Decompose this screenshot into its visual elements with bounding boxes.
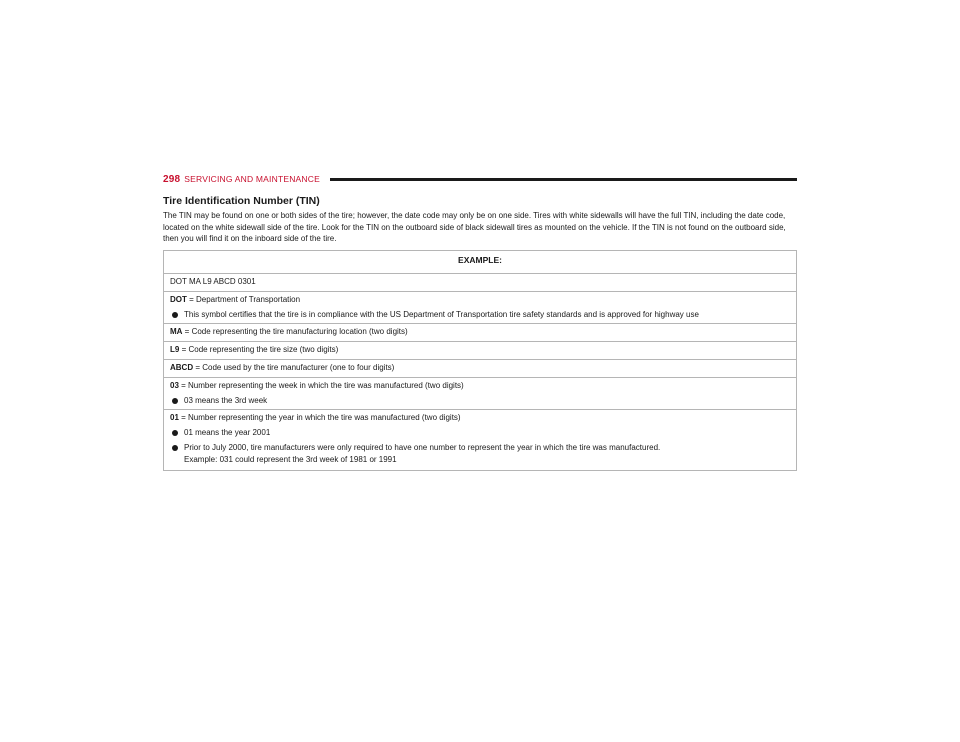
term-definition: = Code representing the tire size (two digits) xyxy=(179,345,339,354)
tin-example-table xyxy=(163,250,797,471)
term-label: 01 xyxy=(170,413,179,422)
page-header xyxy=(163,172,797,186)
bullet-icon xyxy=(172,445,178,451)
table-row xyxy=(164,410,797,471)
term-definition: = Code representing the tire manufacturing location (two digits) xyxy=(182,327,408,336)
term-label: 03 xyxy=(170,381,179,390)
table-row xyxy=(164,274,797,292)
week-cell xyxy=(164,378,797,410)
abcd-cell xyxy=(164,360,797,378)
term-definition: = Code used by the tire manufacturer (one to four digits) xyxy=(193,363,395,372)
list-item: This symbol certifies that the tire is in compliance with the US Department of Transportation tire safety standards and is approved for highway use xyxy=(170,309,790,321)
list-item: 01 means the year 2001 xyxy=(170,427,790,439)
term-label: ABCD xyxy=(170,363,194,372)
ma-cell xyxy=(164,324,797,342)
list-item: 03 means the 3rd week xyxy=(170,395,790,407)
bullet-icon xyxy=(172,312,178,318)
example-code: DOT MA L9 ABCD 0301 xyxy=(164,274,797,292)
term-label: MA xyxy=(170,327,183,336)
list-item: Prior to July 2000, tire manufacturers were only required to have one number to represent the year in which the tire was manufactured. Example: 031 could represent the 3rd week of 1981 or 1991 xyxy=(170,442,790,466)
term-label: DOT xyxy=(170,295,187,304)
bullet-icon xyxy=(172,398,178,404)
example-note: Example: 031 could represent the 3rd week of 1981 or 1991 xyxy=(184,455,397,464)
table-header: EXAMPLE: xyxy=(164,251,797,274)
bullet-icon xyxy=(172,430,178,436)
term-definition: = Department of Transportation xyxy=(186,295,301,304)
table-row xyxy=(164,378,797,410)
table-row xyxy=(164,292,797,324)
table-row xyxy=(164,324,797,342)
page-number: 298 xyxy=(163,173,181,185)
section-title: SERVICING AND MAINTENANCE xyxy=(184,174,320,184)
table-row xyxy=(164,342,797,360)
section-heading: Tire Identification Number (TIN) xyxy=(163,195,320,207)
dot-cell xyxy=(164,292,797,324)
header-rule xyxy=(330,178,797,181)
term-definition: = Number representing the year in which the tire was manufactured (two digits) xyxy=(178,413,461,422)
table-row xyxy=(164,360,797,378)
term-definition: = Number representing the week in which the tire was manufactured (two digits) xyxy=(178,381,464,390)
intro-paragraph: The TIN may be found on one or both sides of the tire; however, the date code may only be on one side. Tires with white sidewalls will have the full TIN, including the date code, located on the white sidewall side of the tire. Look for the TIN on the outboard side of black sidewall tires as mounted on the vehicle. If the TIN is not found on the outboard side, then you will find it on the inboard side of the tire. xyxy=(163,211,786,243)
term-label: L9 xyxy=(170,345,180,354)
year-cell xyxy=(164,410,797,471)
l9-cell xyxy=(164,342,797,360)
